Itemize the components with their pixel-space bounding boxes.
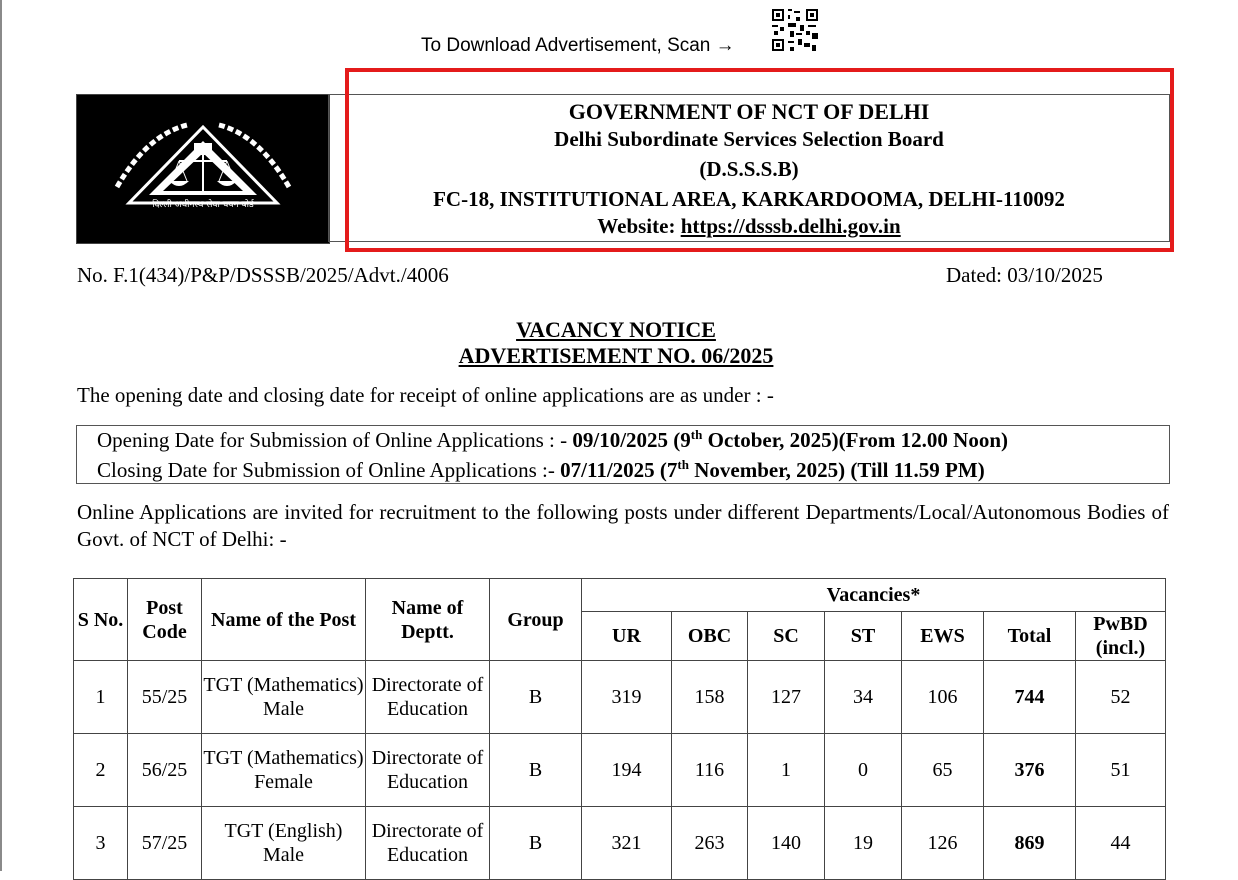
col-header-deptt: Name of Deptt. — [366, 579, 490, 661]
notice-title: VACANCY NOTICE — [516, 317, 716, 342]
col-header-obc: OBC — [672, 612, 748, 661]
page-left-edge — [0, 0, 2, 871]
header-address: FC-18, INSTITUTIONAL AREA, KARKARDOOMA, DELHI-110092 — [433, 187, 1065, 211]
opening-label: Opening Date for Submission of Online Applications : - — [97, 428, 568, 452]
col-header-post-name: Name of the Post — [202, 579, 366, 661]
qr-code-icon[interactable] — [770, 7, 820, 53]
col-header-total: Total — [984, 612, 1076, 661]
closing-date: 07/11/2025 (7 — [560, 458, 678, 482]
header-government: GOVERNMENT OF NCT OF DELHI — [568, 99, 930, 124]
application-dates-box — [76, 425, 1170, 484]
website-link[interactable]: https://dsssb.delhi.gov.in — [680, 214, 901, 238]
qr-download-prompt: To Download Advertisement, Scan → — [421, 35, 735, 56]
col-header-post-code: Post Code — [128, 579, 202, 661]
header-board-abbr: (D.S.S.S.B) — [699, 157, 799, 181]
header-board-name: Delhi Subordinate Services Selection Board — [554, 127, 944, 151]
header-box — [328, 94, 1170, 242]
opening-date-row: Opening Date for Submission of Online Applications : - 09/10/2025 (9th October, 2025)(From 12.00 Noon) — [97, 427, 1008, 452]
col-header-sc: SC — [748, 612, 825, 661]
col-header-ur: UR — [582, 612, 672, 661]
invitation-text: Online Applications are invited for recruitment to the following posts under different Departments/Local/Autonomous Bodies of Govt. of NCT of Delhi: - — [77, 500, 1169, 551]
table-row: 3 57/25 TGT (English) Male Directorate of Education B 321 263 140 19 126 869 44 — [74, 807, 1166, 880]
closing-label: Closing Date for Submission of Online Applications :- — [97, 458, 555, 482]
header-website — [329, 214, 1169, 239]
advertisement-number: ADVERTISEMENT NO. 06/2025 — [458, 343, 774, 368]
col-header-ews: EWS — [902, 612, 984, 661]
intro-text: The opening date and closing date for receipt of online applications are as under : - — [77, 383, 774, 407]
opening-date: 09/10/2025 (9 — [572, 428, 691, 452]
col-header-pwbd: PwBD (incl.) — [1076, 612, 1166, 661]
closing-date-row: Closing Date for Submission of Online Applications :- 07/11/2025 (7th November, 2025) (Till 11.59 PM) — [97, 457, 985, 482]
dsssb-logo — [76, 94, 330, 244]
notice-date: Dated: 03/10/2025 — [946, 263, 1103, 287]
col-header-st: ST — [825, 612, 902, 661]
table-row: 2 56/25 TGT (Mathematics) Female Directorate of Education B 194 116 1 0 65 376 51 — [74, 734, 1166, 807]
col-header-s-no: S No. — [74, 579, 128, 661]
col-header-group: Group — [490, 579, 582, 661]
vacancy-table — [73, 578, 1166, 880]
table-row: 1 55/25 TGT (Mathematics) Male Directorate of Education B 319 158 127 34 106 744 52 — [74, 661, 1166, 734]
col-header-vacancies: Vacancies* — [582, 579, 1166, 612]
scales-emblem-icon — [77, 95, 329, 243]
reference-number: No. F.1(434)/P&P/DSSSB/2025/Advt./4006 — [77, 263, 449, 287]
logo-caption: दिल्ली अधीनस्थ सेवा चयन बोर्ड — [152, 200, 254, 210]
website-label: Website: — [597, 214, 681, 238]
